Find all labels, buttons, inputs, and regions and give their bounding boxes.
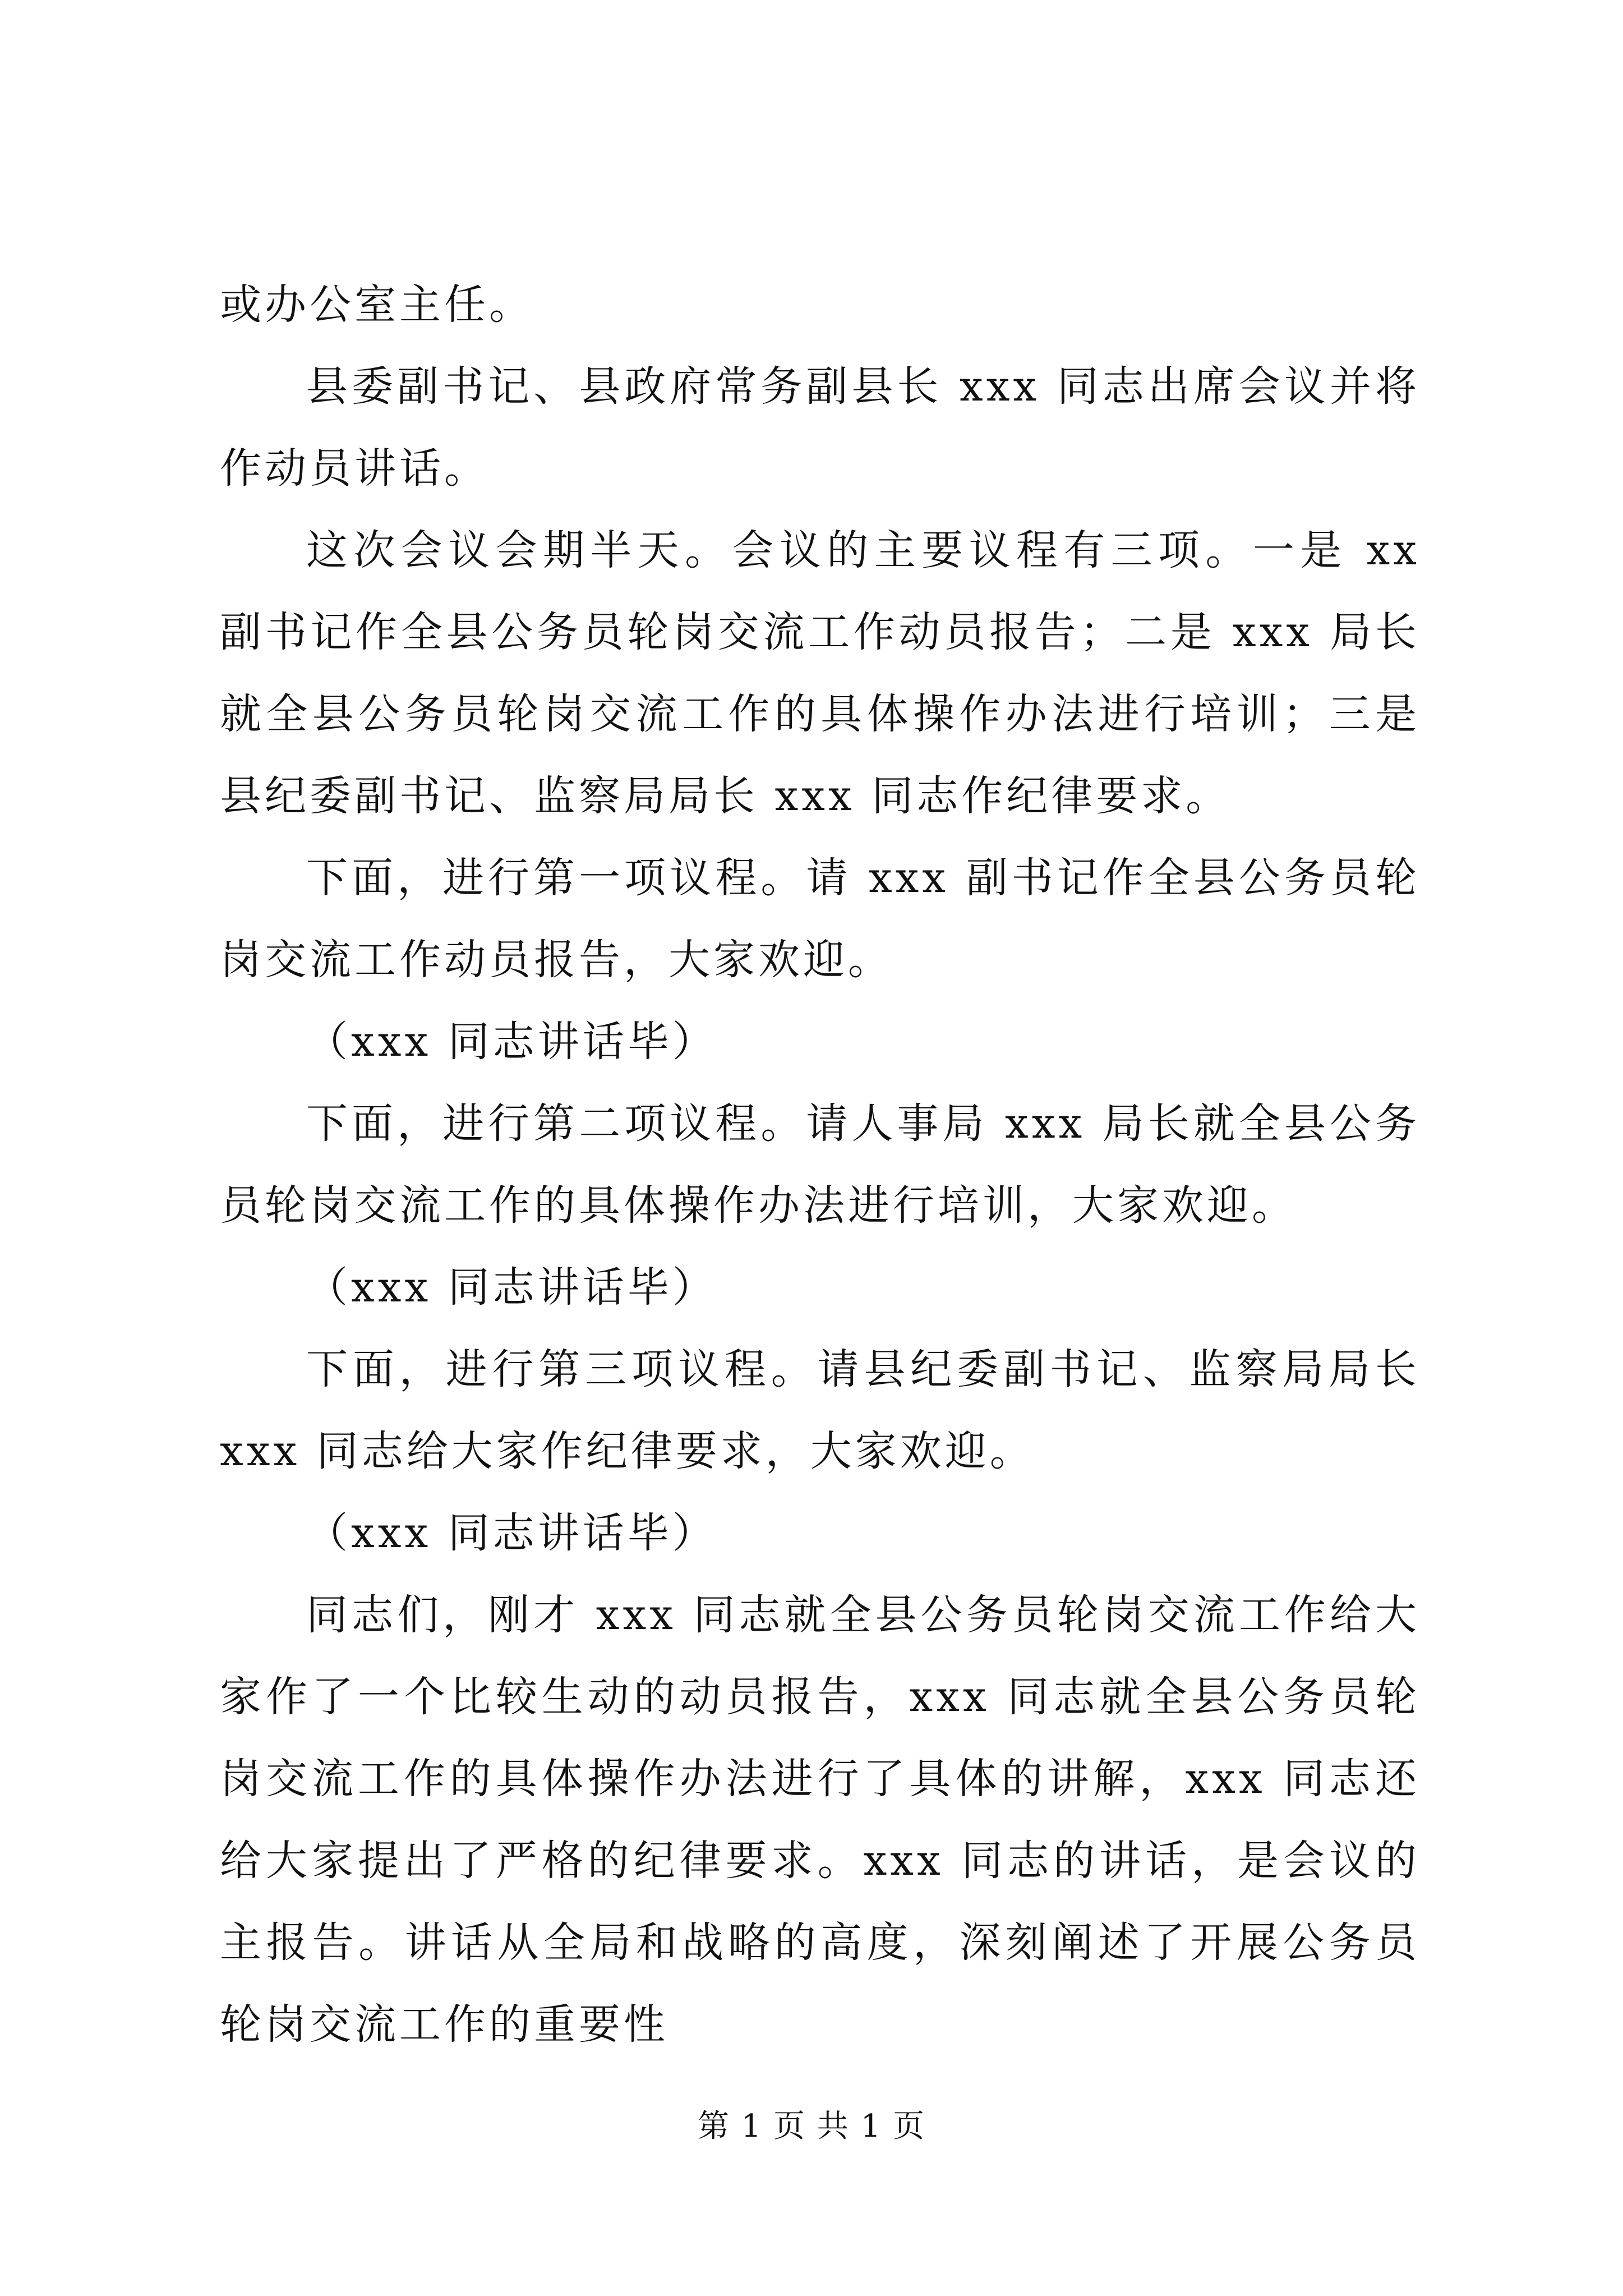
paragraph-agenda-item-one: 下面，进行第一项议程。请 xxx 副书记作全县公务员轮岗交流工作动员报告，大家欢迎。: [220, 854, 1420, 984]
paragraph-meeting-agenda: 这次会议会期半天。会议的主要议程有三项。一是 xx 副书记作全县公务员轮岗交流工作动员报告；二是 xxx 局长就全县公务员轮岗交流工作的具体操作办法进行培训；三是县纪委副书记、监察局局长 xxx 同志作纪律要求。: [220, 526, 1420, 820]
speech-end-note-three: （xxx 同志讲话毕）: [306, 1509, 717, 1557]
paragraph-agenda-item-two: 下面，进行第二项议程。请人事局 xxx 局长就全县公务员轮岗交流工作的具体操作办法进行培训，大家欢迎。: [220, 1099, 1420, 1230]
paragraph-summary: 同志们，刚才 xxx 同志就全县公务员轮岗交流工作给大家作了一个比较生动的动员报告，xxx 同志就全县公务员轮岗交流工作的具体操作办法进行了具体的讲解，xxx 同志还给大家提出了严格的纪律要求。xxx 同志的讲话，是会议的主报告。讲话从全局和战略的高度，深刻阐述了开展公务员轮岗交流工作的重要性: [220, 1591, 1420, 2049]
document-body: [220, 264, 1420, 2065]
speech-end-note-one: （xxx 同志讲话毕）: [306, 1018, 717, 1066]
paragraph-vice-secretary-attendance: 县委副书记、县政府常务副县长 xxx 同志出席会议并将作动员讲话。: [220, 362, 1420, 493]
speech-end-note-two: （xxx 同志讲话毕）: [306, 1263, 717, 1312]
paragraph-agenda-item-three: 下面，进行第三项议程。请县纪委副书记、监察局局长 xxx 同志给大家作纪律要求，大家欢迎。: [220, 1345, 1420, 1475]
paragraph-continuation: 或办公室主任。: [220, 280, 534, 329]
page-number-footer: 第 1 页 共 1 页: [697, 2108, 926, 2145]
